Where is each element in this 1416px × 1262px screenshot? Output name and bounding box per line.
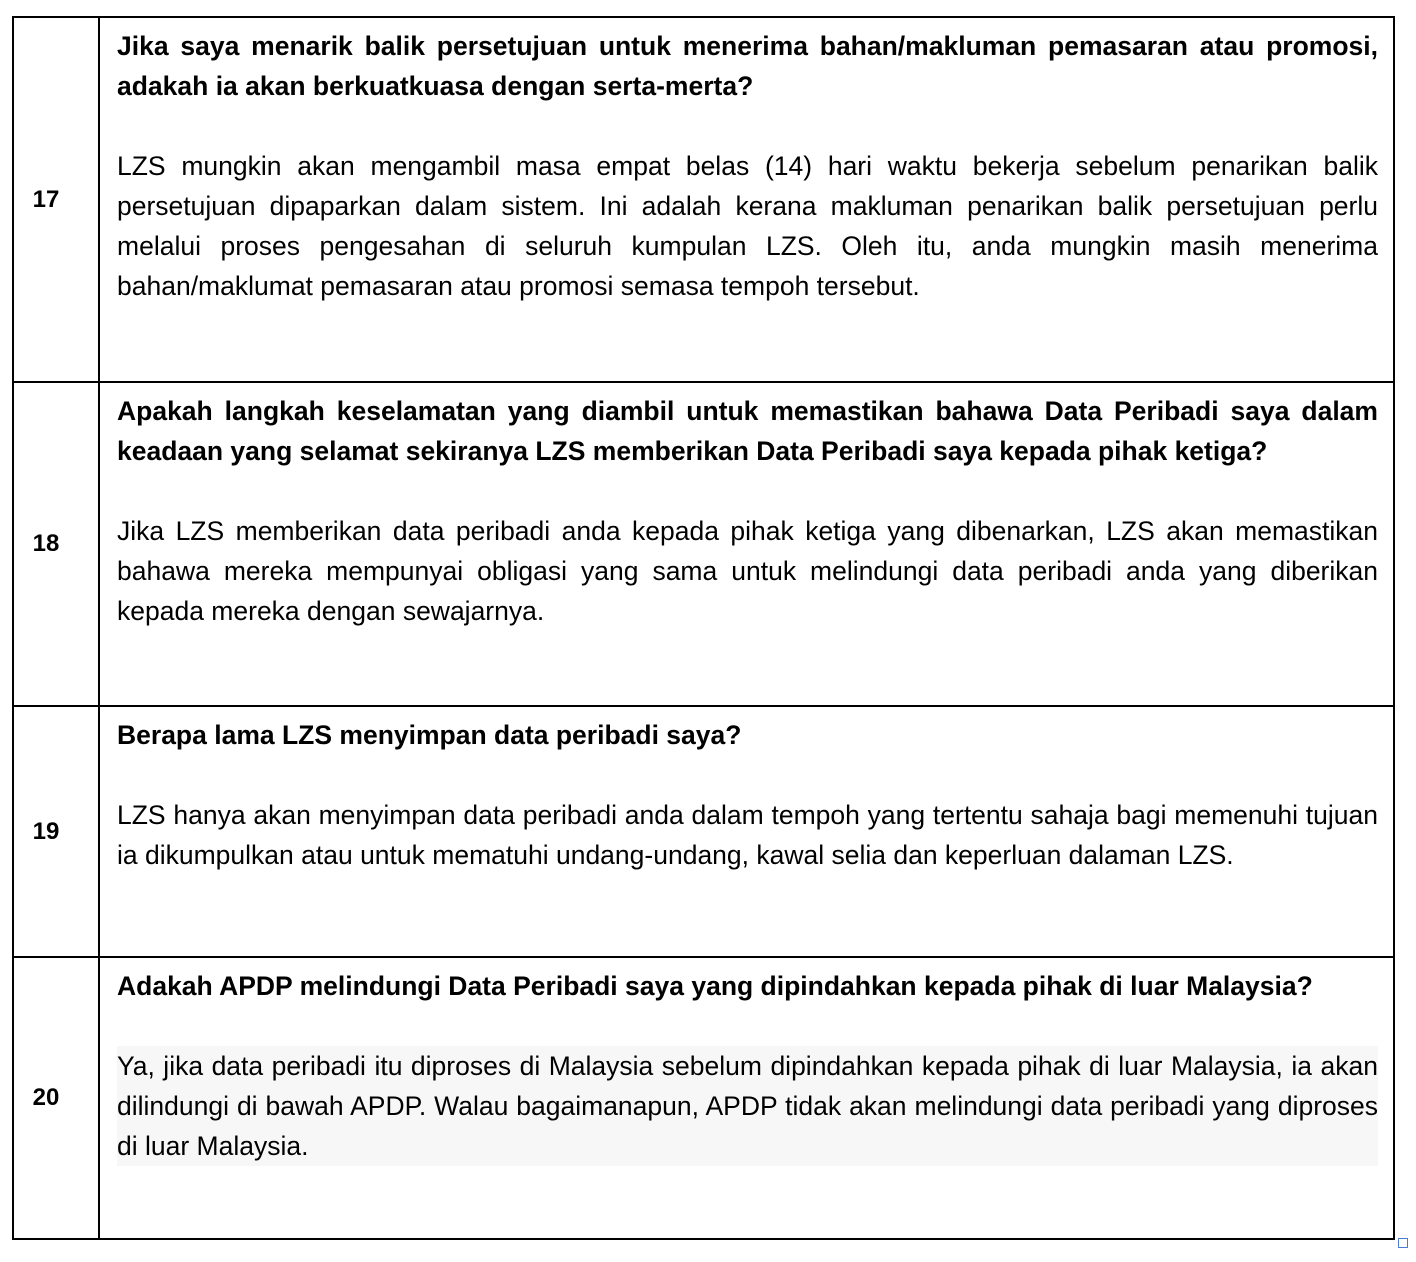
faq-content-cell [99,957,1394,1239]
faq-question: Adakah APDP melindungi Data Peribadi saya yang dipindahkan kepada pihak di luar Malaysia? [117,971,1313,1001]
faq-number-cell [13,706,99,957]
faq-table [12,16,1395,1240]
faq-content-cell [99,382,1394,706]
faq-row [13,957,1394,1239]
faq-answer: LZS hanya akan menyimpan data peribadi anda dalam tempoh yang tertentu sahaja bagi memenuhi tujuan ia dikumpulkan atau untuk mematuhi undang-undang, kawal selia dan keperluan dalaman LZS. [117,800,1378,870]
faq-question: Jika saya menarik balik persetujuan untuk menerima bahan/makluman pemasaran atau promosi, adakah ia akan berkuatkuasa dengan serta-merta? [117,31,1378,101]
faq-number-cell [13,382,99,706]
faq-number: 17 [32,185,60,213]
faq-question: Apakah langkah keselamatan yang diambil untuk memastikan bahawa Data Peribadi saya dalam keadaan yang selamat sekiranya LZS memberikan Data Peribadi saya kepada pihak ketiga? [117,396,1378,466]
faq-question: Berapa lama LZS menyimpan data peribadi saya? [117,720,742,750]
faq-row [13,17,1394,382]
faq-number: 20 [32,1084,60,1111]
faq-answer: Ya, jika data peribadi itu diproses di Malaysia sebelum dipindahkan kepada pihak di luar Malaysia, ia akan dilindungi di bawah APDP. Walau bagaimanapun, APDP tidak akan melindungi data peribadi yang diproses di luar Malaysia. [117,1046,1378,1166]
table-resize-handle[interactable] [1398,1238,1408,1248]
faq-content-cell [99,706,1394,957]
faq-content-cell [99,17,1394,382]
faq-number-cell [13,17,99,382]
faq-number: 19 [32,817,60,845]
faq-row [13,706,1394,957]
faq-row [13,382,1394,706]
faq-answer: Jika LZS memberikan data peribadi anda kepada pihak ketiga yang dibenarkan, LZS akan memastikan bahawa mereka mempunyai obligasi yang sama untuk melindungi data peribadi anda yang diberikan kepada mereka dengan sewajarnya. [117,516,1378,626]
faq-number-cell [13,957,99,1239]
faq-answer: LZS mungkin akan mengambil masa empat belas (14) hari waktu bekerja sebelum penarikan balik persetujuan dipaparkan dalam sistem. Ini adalah kerana makluman penarikan balik persetujuan perlu melalui proses pengesahan di seluruh kumpulan LZS. Oleh itu, anda mungkin masih menerima bahan/maklumat pemasaran atau promosi semasa tempoh tersebut. [117,151,1378,301]
faq-number: 18 [32,530,60,557]
